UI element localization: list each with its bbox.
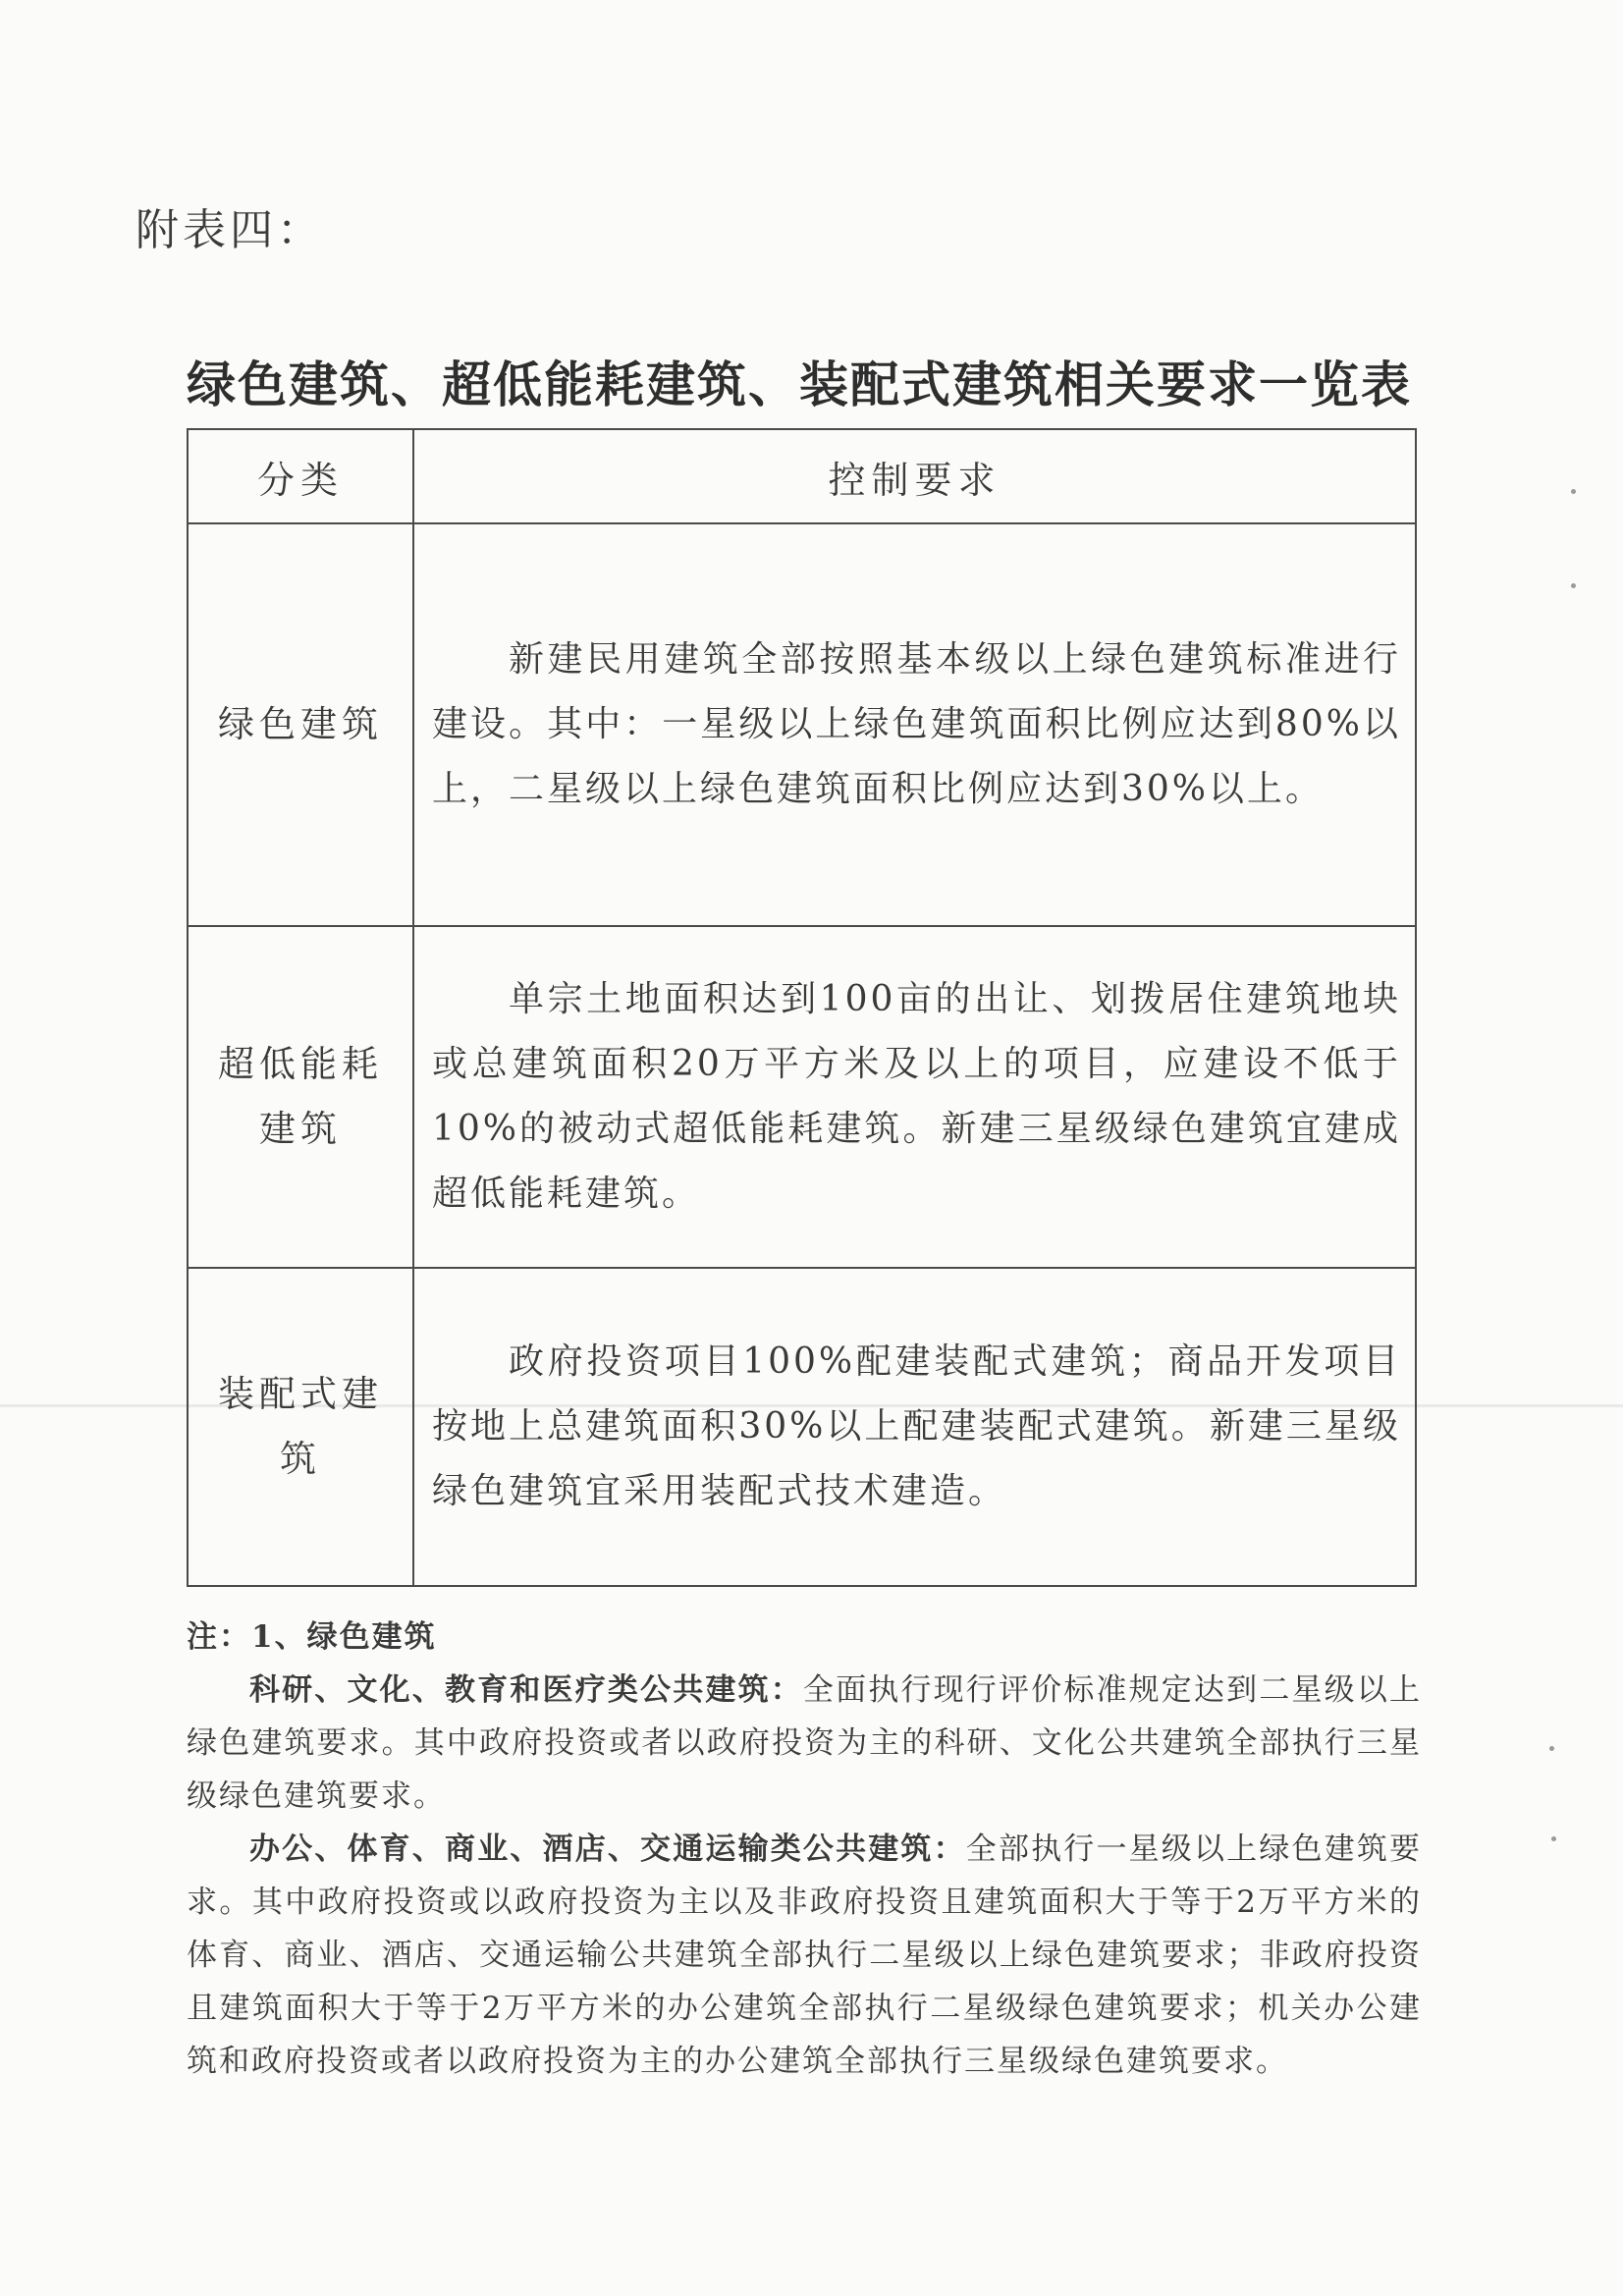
header-requirement: 控制要求: [413, 429, 1416, 523]
table-row: [188, 926, 1416, 1268]
table-header-row: [188, 429, 1416, 523]
note-lead: 办公、体育、商业、酒店、交通运输类公共建筑：: [249, 1831, 966, 1867]
scan-speck: [1571, 583, 1576, 588]
document-title: 绿色建筑、超低能耗建筑、装配式建筑相关要求一览表: [187, 355, 1412, 413]
category-cell: 绿色建筑: [188, 523, 413, 926]
scan-speck: [1571, 489, 1576, 494]
annex-label: 附表四：: [135, 205, 324, 255]
requirement-cell: 政府投资项目100%配建装配式建筑；商品开发项目按地上总建筑面积30%以上配建装配式建筑。新建三星级绿色建筑宜采用装配式技术建造。: [413, 1268, 1416, 1586]
note-paragraph: [187, 1823, 1422, 2088]
note-lead: 科研、文化、教育和医疗类公共建筑：: [249, 1672, 803, 1708]
table-row: [188, 523, 1416, 926]
scan-speck: [1549, 1746, 1554, 1751]
note-paragraph: [187, 1664, 1422, 1823]
scan-speck: [1551, 1836, 1556, 1841]
requirement-cell: 单宗土地面积达到100亩的出让、划拨居住建筑地块或总建筑面积20万平方米及以上的项目，应建设不低于10%的被动式超低能耗建筑。新建三星级绿色建筑宜建成超低能耗建筑。: [413, 926, 1416, 1268]
note-text: 全部执行一星级以上绿色建筑要求。其中政府投资或以政府投资为主以及非政府投资且建筑面积大于等于2万平方米的体育、商业、酒店、交通运输公共建筑全部执行二星级以上绿色建筑要求；非政府投资且建筑面积大于等于2万平方米的办公建筑全部执行二星级绿色建筑要求；机关办公建筑和政府投资或者以政府投资为主的办公建筑全部执行三星级绿色建筑要求。: [187, 1831, 1423, 2079]
table-row: [188, 1268, 1416, 1586]
notes-heading: 注：1、绿色建筑: [187, 1619, 437, 1655]
category-cell: 装配式建筑: [188, 1268, 413, 1586]
note-text: 全面执行现行评价标准规定达到二星级以上绿色建筑要求。其中政府投资或者以政府投资为主的科研、文化公共建筑全部执行三星级绿色建筑要求。: [187, 1672, 1423, 1814]
notes-section: [187, 1611, 1422, 2088]
header-category: 分类: [188, 429, 413, 523]
category-cell: 超低能耗建筑: [188, 926, 413, 1268]
requirement-cell: 新建民用建筑全部按照基本级以上绿色建筑标准进行建设。其中：一星级以上绿色建筑面积比例应达到80%以上，二星级以上绿色建筑面积比例应达到30%以上。: [413, 523, 1416, 926]
requirements-table: [187, 428, 1417, 1587]
